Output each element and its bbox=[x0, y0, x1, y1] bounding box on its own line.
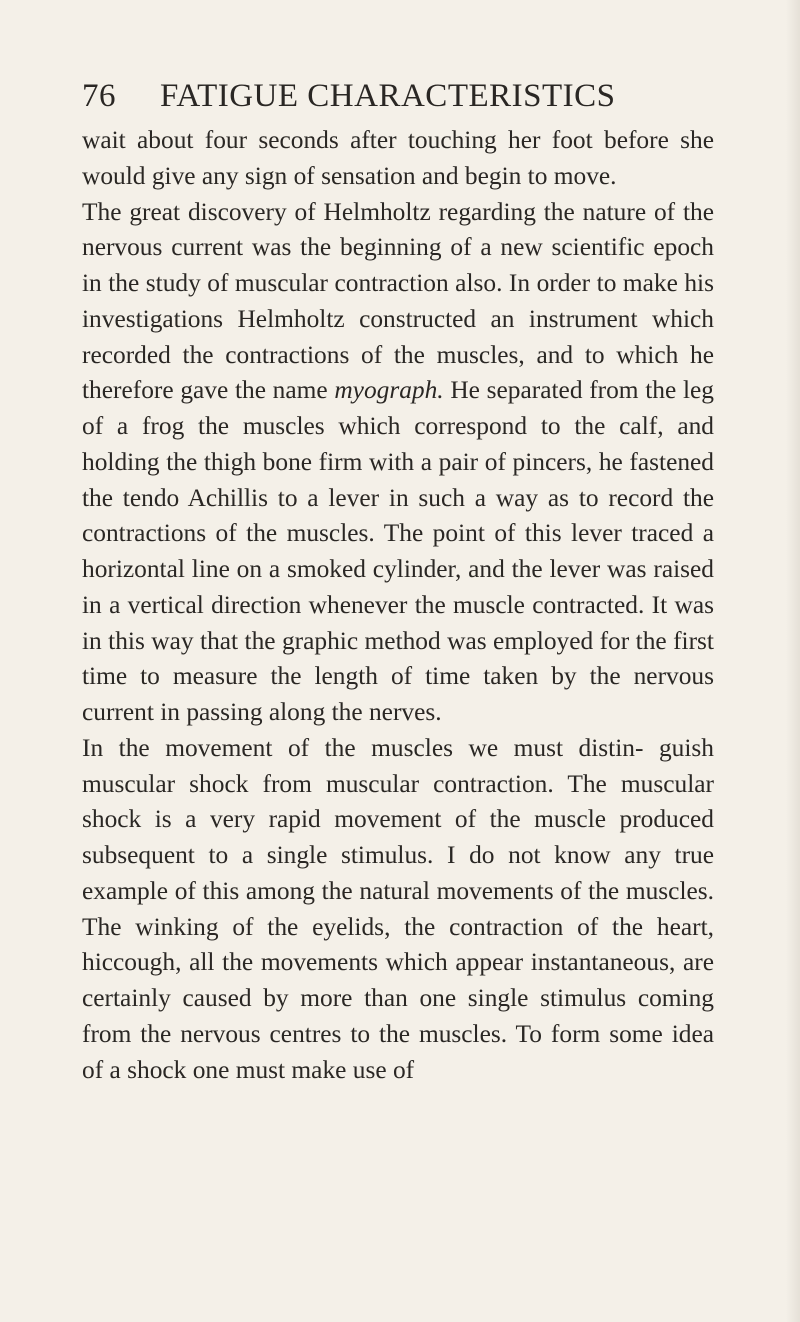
paragraph-muscular-shock: In the movement of the muscles we must distin- guish muscular shock from muscular contraction. The muscular shock is a very rapid movement of the muscle produced subsequent to a single stimulus. I do not know any true example of this among the natural movements of the muscles. The winking of the eyelids, the contraction of the heart, hiccough, all the movements which appear instantaneous, are certainly caused by more than one single stimulus coming from the nervous centres to the muscles. To form some idea of a shock one must make use of bbox=[82, 733, 714, 1084]
paragraph-text: He separated from the leg of a frog the muscles which correspond to the calf, and holding the thigh bone firm with a pair of pincers, he fastened the tendo Achillis to a lever in such a way as to record the contractions of the muscles. The point of this lever traced a horizontal line on a smoked cylinder, and the lever was raised in a vertical direction whenever the muscle contracted. It was in this way that the graphic method was employed for the first time to measure the length of time taken by the nervous current in passing along the nerves. bbox=[82, 376, 714, 726]
running-title: FATIGUE CHARACTERISTICS bbox=[160, 78, 616, 114]
page-number: 76 bbox=[82, 78, 116, 114]
italic-term: myograph. bbox=[334, 376, 444, 405]
paragraph-text: The great discovery of Helmholtz regarding the nature of the nervous current was the beginning of a new scientific epoch in the study of muscular contraction also. In order to make his investigations Helmholtz constructed an instrument which recorded the contractions of the muscles, and to which he therefore gave the name bbox=[82, 197, 714, 405]
running-head bbox=[82, 74, 642, 118]
paragraph-helmholtz bbox=[82, 195, 714, 731]
page-edge-shadow bbox=[786, 0, 800, 1322]
body-text bbox=[82, 123, 714, 1088]
paragraph-continued: wait about four seconds after touching her foot before she would give any sign of sensation and begin to move. bbox=[82, 126, 714, 190]
